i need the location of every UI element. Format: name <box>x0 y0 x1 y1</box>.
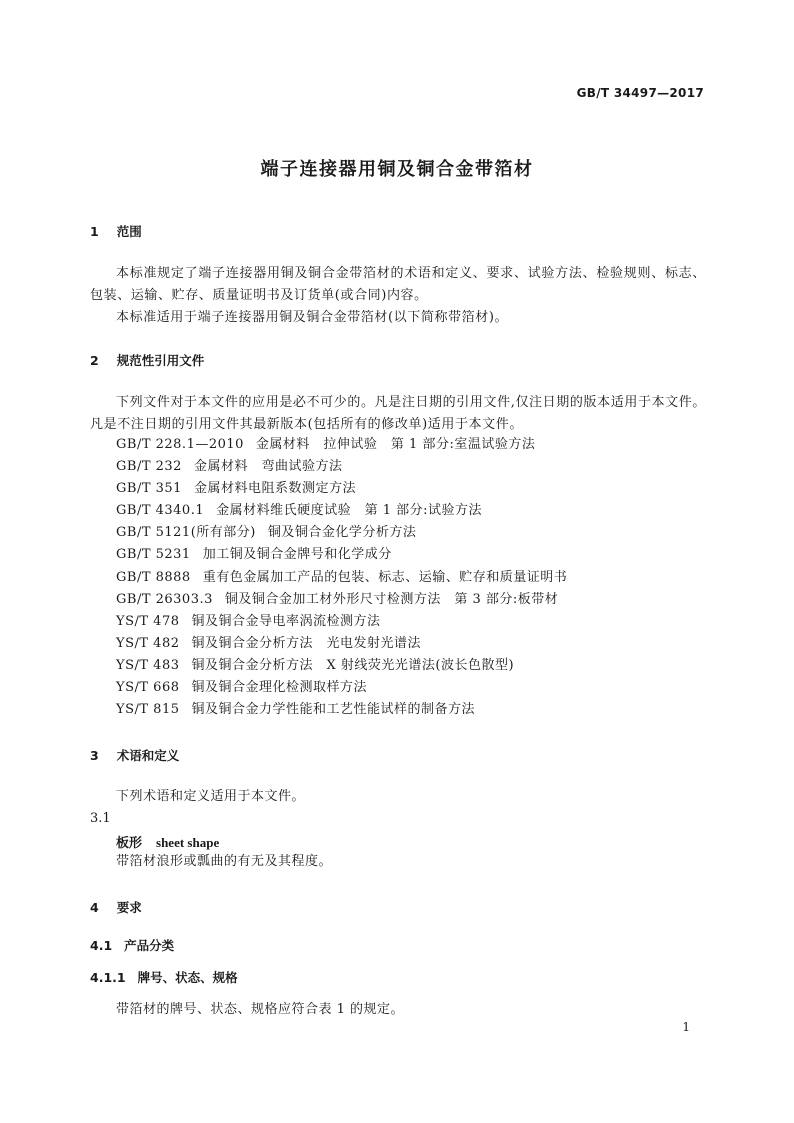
section-number: 4 <box>90 900 99 915</box>
reference-item: GB/T 351 金属材料电阻系数测定方法 <box>116 481 356 497</box>
section-title: 术语和定义 <box>116 748 180 763</box>
subsection-number: 4.1.1 <box>90 970 126 985</box>
section-2-heading <box>90 351 204 369</box>
reference-item: GB/T 228.1—2010 金属材料 拉伸试验 第 1 部分:室温试验方法 <box>116 437 536 452</box>
section-4-heading <box>90 898 142 916</box>
reference-item: YS/T 483 铜及铜合金分析方法 X 射线荧光光谱法(波长色散型) <box>116 657 515 673</box>
term-number: 3.1 <box>90 811 111 826</box>
reference-item: YS/T 815 铜及铜合金力学性能和工艺性能试样的制备方法 <box>116 702 475 718</box>
document-title: 端子连接器用铜及铜合金带箔材 <box>260 159 534 180</box>
reference-item: GB/T 5231 加工铜及铜合金牌号和化学成分 <box>116 547 392 563</box>
reference-item: YS/T 482 铜及铜合金分析方法 光电发射光谱法 <box>116 635 421 651</box>
reference-item: YS/T 478 铜及铜合金导电率涡流检测方法 <box>116 613 381 629</box>
subsection-title: 牌号、状态、规格 <box>137 970 238 985</box>
term-english: sheet shape <box>156 835 220 850</box>
scope-paragraph-2: 本标准适用于端子连接器用铜及铜合金带箔材(以下简称带箔材)。 <box>116 310 509 325</box>
section-title: 范围 <box>116 224 142 239</box>
section-title: 规范性引用文件 <box>116 353 205 368</box>
page-number: 1 <box>682 1020 690 1034</box>
reference-item: YS/T 668 铜及铜合金理化检测取样方法 <box>116 680 367 696</box>
grade-spec-paragraph: 带箔材的牌号、状态、规格应符合表 1 的规定。 <box>116 1002 405 1017</box>
section-4-1-1-heading <box>90 968 238 986</box>
reference-item: GB/T 232 金属材料 弯曲试验方法 <box>116 459 343 475</box>
scope-paragraph-1: 本标准规定了端子连接器用铜及铜合金带箔材的术语和定义、要求、试验方法、检验规则、标志、包装、运输、贮存、质量证明书及订货单(或合同)内容。 <box>90 266 706 303</box>
normative-intro: 下列文件对于本文件的应用是必不可少的。凡是注日期的引用文件,仅注日期的版本适用于本文件。凡是不注日期的引用文件其最新版本(包括所有的修改单)适用于本文件。 <box>90 395 706 432</box>
reference-item: GB/T 8888 重有色金属加工产品的包装、标志、运输、贮存和质量证明书 <box>116 569 568 585</box>
term-definition: 带箔材浪形或瓢曲的有无及其程度。 <box>116 854 333 869</box>
section-4-1-heading <box>90 936 174 954</box>
term-heading <box>116 832 219 851</box>
reference-item: GB/T 4340.1 金属材料维氏硬度试验 第 1 部分:试验方法 <box>116 503 483 519</box>
section-number: 3 <box>90 748 99 763</box>
subsection-title: 产品分类 <box>124 938 175 953</box>
term-chinese: 板形 <box>116 836 143 851</box>
subsection-number: 4.1 <box>90 938 113 953</box>
reference-item: GB/T 26303.3 铜及铜合金加工材外形尺寸检测方法 第 3 部分:板带材 <box>116 591 559 607</box>
section-title: 要求 <box>116 900 142 915</box>
terms-intro: 下列术语和定义适用于本文件。 <box>116 789 306 804</box>
standard-code: GB/T 34497—2017 <box>576 86 704 100</box>
section-3-heading <box>90 746 179 764</box>
reference-item: GB/T 5121(所有部分) 铜及铜合金化学分析方法 <box>116 525 417 541</box>
reference-list <box>116 434 567 721</box>
section-1-heading <box>90 222 142 240</box>
section-number: 1 <box>90 224 99 239</box>
section-number: 2 <box>90 353 99 368</box>
